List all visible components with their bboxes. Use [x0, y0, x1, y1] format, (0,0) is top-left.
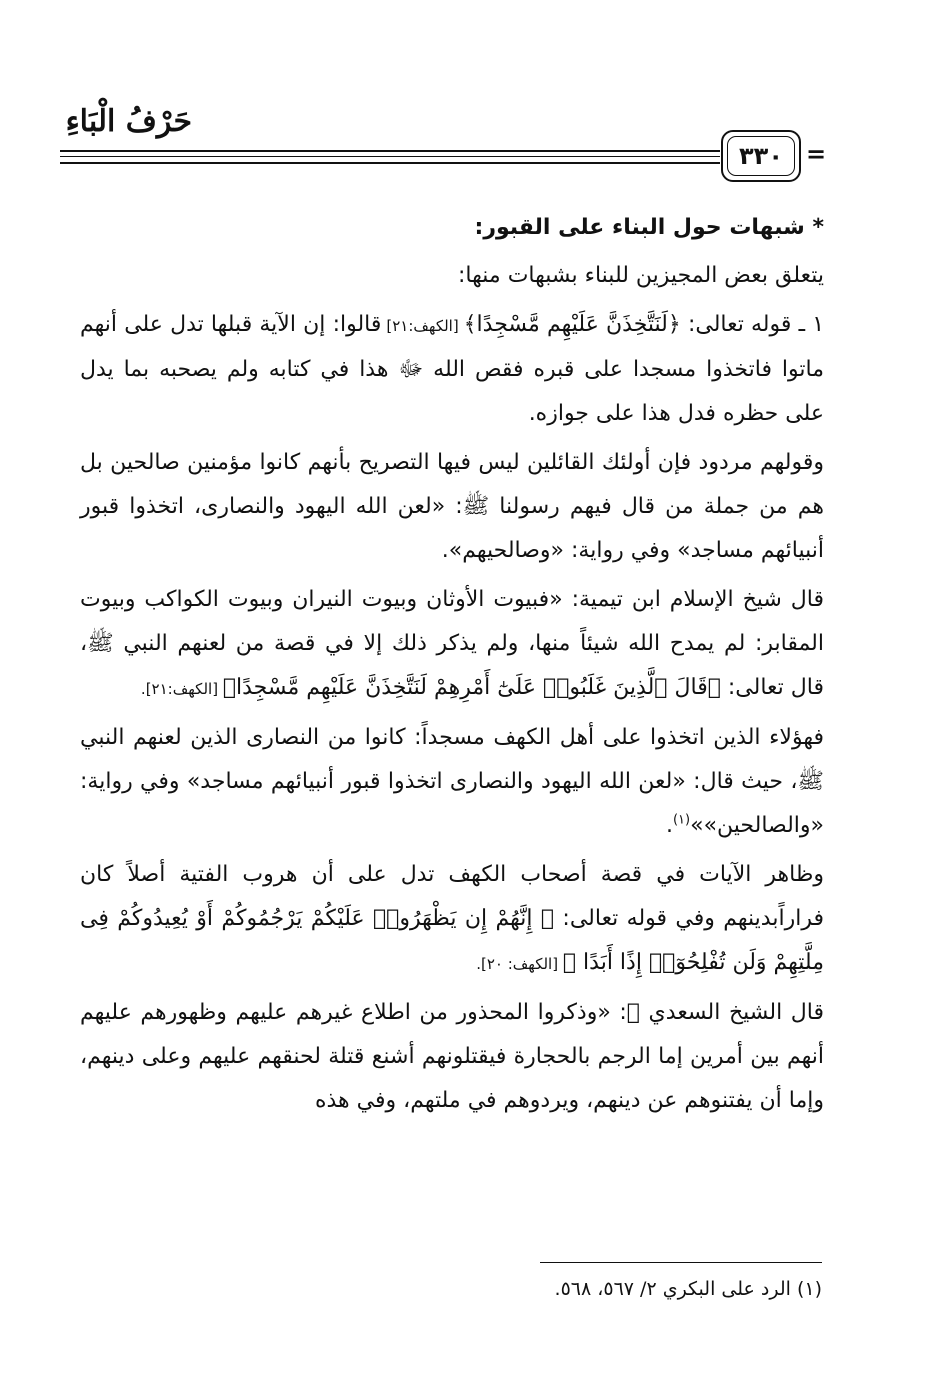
main-text — [80, 206, 824, 1128]
paragraph-5 — [80, 853, 824, 986]
section-heading: * شبهات حول البناء على القبور: — [474, 215, 824, 240]
chapter-title: حَرْفُ الْبَاءِ — [65, 104, 192, 139]
header-rule — [60, 150, 720, 152]
quran-verse: ﴿ إِنَّهُمْ إِن يَظْهَرُوا۟ عَلَيْكُمْ يَرْجُمُوكُمْ أَوْ يُعِيدُوكُمْ فِى مِلَّتِهِمْ وَلَن تُفْلِحُوٓا۟ إِذًا أَبَدًا ﴾ — [80, 906, 824, 975]
verse-reference: [الكهف:٢١]. — [140, 680, 223, 698]
paragraph-4 — [80, 716, 824, 848]
text-run: . — [665, 813, 673, 838]
footnote: (١) الرد على البكري ٢/ ٥٦٧، ٥٦٨. — [554, 1278, 822, 1300]
header-rule — [60, 156, 720, 157]
paragraph-6: قال الشيخ السعدي ﷬: «وذكروا المحذور من اطلاع غيرهم عليهم وظهورهم عليهم أنهم بين أمرين إما الرجم بالحجارة فيقتلونهم أشنع قتلة لحنقهم عليهم وعلى دينهم، وإما أن يفتنوهم عن دينهم، ويردوهم في ملتهم، وفي هذه — [80, 1000, 824, 1113]
intro-paragraph: يتعلق بعض المجيزين للبناء بشبهات منها: — [458, 263, 824, 288]
paragraph-2: وقولهم مردود فإن أولئك القائلين ليس فيها التصريح بأنهم كانوا مؤمنين صالحين بل هم من جملة من قال فيهم رسولنا ﷺ: «لعن الله اليهود والنصارى، اتخذوا قبور أنبيائهم مساجد» وفي رواية: «وصالحيهم». — [80, 450, 824, 563]
paragraph-1 — [80, 303, 824, 436]
text-run: وظاهر الآيات في قصة أصحاب الكهف تدل على أن هروب الفتية أصلاً كان فراراًبدينهم وفي قوله تعالى: — [80, 862, 824, 931]
page-number: ٣٣٠ — [739, 142, 783, 170]
header-rule — [60, 162, 720, 164]
page-number-frame — [721, 130, 801, 182]
text-run: قالوا: إن الآية قبلها تدل على أنهم ماتوا فاتخذوا مسجدا على قبره فقص الله ﷻ هذا في كتابه ولم يصحبه بما يدل على حظره فدل هذا على جوازه. — [80, 312, 824, 426]
text-run: قال شيخ الإسلام ابن تيمية: «فبيوت الأوثان وبيوت النيران وبيوت الكواكب وبيوت المقابر: لم يمدح الله شيئاً منها، ولم يذكر ذلك إلا في قصة من لعنهم النبي ﷺ، قال تعالى: — [80, 587, 824, 700]
paragraph-3 — [80, 578, 824, 711]
text-run: فهؤلاء الذين اتخذوا على أهل الكهف مسجداً: كانوا من النصارى الذين لعنهم النبي ﷺ، حيث قال: «لعن الله اليهود والنصارى اتخذوا قبور أنبيائهم مساجد» وفي رواية: «والصالحين»» — [80, 725, 824, 838]
quran-verse: ﴿قَالَ ٱلَّذِينَ غَلَبُوا۟ عَلَىٰٓ أَمْرِهِمْ لَنَتَّخِذَنَّ عَلَيْهِم مَّسْجِدًا﴾ — [222, 675, 721, 700]
header-mark: = — [806, 140, 827, 168]
footnote-rule — [540, 1262, 822, 1263]
quran-verse: ﴿لَنَتَّخِذَنَّ عَلَيْهِم مَّسْجِدًا﴾ — [463, 312, 681, 337]
footnote-marker: (١) — [672, 812, 691, 828]
verse-reference: [الكهف:٢١] — [381, 317, 464, 335]
text-run: ١ ـ قوله تعالى: — [680, 312, 825, 337]
verse-reference: [الكهف: ٢٠]. — [476, 955, 563, 973]
